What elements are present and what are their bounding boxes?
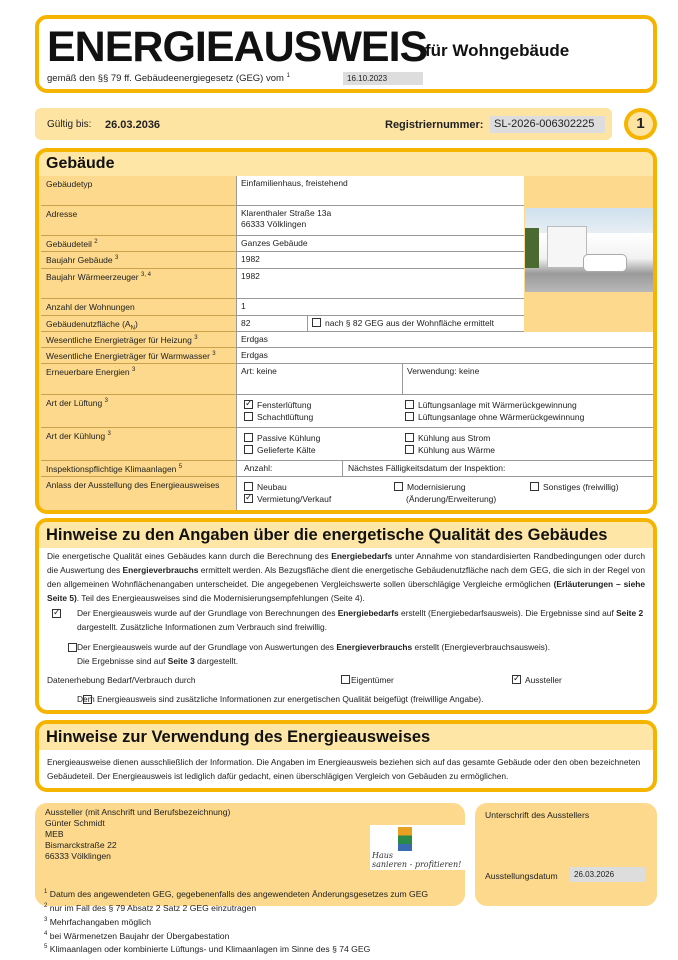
logo-house-icon	[398, 827, 412, 851]
house-shape	[547, 226, 587, 268]
text: unter Annahme von standardisierten Randbedingungen oder durch die Auswertung des	[47, 551, 646, 575]
value-text: Erdgas	[241, 350, 268, 360]
label-text: Wesentliche Energieträger für Heizung	[46, 335, 192, 345]
building-section	[35, 148, 657, 514]
text: Die energetische Qualität eines Gebäudes kann durch die Berechnung des	[47, 551, 332, 561]
footnote-ref: 3	[107, 431, 111, 438]
option-label: Lüftungsanlage mit Wärmerückgewinnung	[418, 400, 577, 410]
issue-date-field: 26.03.2026	[570, 867, 645, 882]
option-label: Neubau	[257, 482, 287, 492]
owner-checkbox[interactable]	[341, 675, 350, 684]
footnote	[44, 941, 428, 955]
footnotes	[44, 886, 428, 955]
building-row-value[interactable]	[236, 332, 653, 348]
label-sub: N	[130, 325, 135, 332]
building-row-label	[41, 428, 236, 461]
option-label: Fensterlüftung	[257, 400, 312, 410]
page-number-badge: 1	[624, 108, 657, 140]
option-label: Passive Kühlung	[257, 433, 321, 443]
building-row-label	[41, 269, 236, 299]
valid-until-label: Gültig bis:	[47, 119, 92, 130]
building-row-value[interactable]	[236, 206, 524, 236]
text: erstellt (Energiebedarfsausweis). Die Ergebnisse sind auf	[398, 608, 617, 618]
building-row-label	[41, 461, 236, 477]
checkbox[interactable]	[394, 482, 403, 491]
usage-section	[35, 720, 657, 792]
text: ermittelt werden. Als Bezugsfläche dient die energetische Gebäudenutzfläche nach dem GEG, die sich in der Regel von den allgemeinen Wohnflächenangaben unterscheidet. Die angegebenen Vergleichswerte sollen überschlägige Vergleiche ermöglichen	[47, 565, 645, 589]
car-shape	[583, 254, 627, 272]
value-text: 82	[241, 318, 251, 328]
footnote-number: 2	[44, 902, 48, 909]
law-date-field: 16.10.2023	[343, 72, 423, 85]
footnote-number: 4	[44, 930, 48, 937]
quality-section	[35, 518, 657, 714]
law-text-label: gemäß den §§ 79 ff. Gebäudeenergiegesetz (GEG) vom	[47, 73, 284, 85]
option-label: nach § 82 GEG aus der Wohnfläche ermittelt	[325, 318, 494, 328]
option-label: Kühlung aus Strom	[418, 433, 491, 443]
value-text: Anzahl:	[244, 463, 273, 473]
registration-label: Registriernummer:	[385, 119, 484, 131]
footnote-ref: 3	[104, 398, 108, 405]
checkbox[interactable]	[244, 445, 253, 454]
signature-box	[475, 803, 657, 906]
option-label: Modernisierung	[407, 482, 466, 492]
footnote	[44, 900, 428, 914]
checkbox-option[interactable]	[405, 412, 584, 423]
document-subtitle: für Wohngebäude	[425, 41, 570, 60]
checkbox[interactable]	[244, 433, 253, 442]
label-text: Erneuerbare Energien	[46, 367, 130, 377]
checkbox[interactable]	[244, 412, 253, 421]
label-text: Art der Lüftung	[46, 398, 103, 408]
checkbox[interactable]	[405, 412, 414, 421]
footnote-text: Mehrfachangaben möglich	[49, 916, 152, 927]
footnote-text: Klimaanlagen oder kombinierte Lüftungs- und Klimaanlagen im Sinne des § 74 GEG	[49, 944, 371, 955]
footnote-ref: 3	[132, 367, 136, 374]
label-text: Adresse	[46, 209, 78, 219]
law-text	[47, 73, 290, 84]
text-bold: Energiebedarfs	[337, 608, 399, 618]
checkbox-option[interactable]	[405, 400, 577, 411]
building-row-value[interactable]	[236, 176, 524, 206]
footnote-text: bei Wärmenetzen Baujahr der Übergabestation	[49, 930, 230, 941]
issuer-title: MEB	[45, 829, 64, 839]
issuer-name: Günter Schmidt	[45, 818, 105, 828]
value-text-2: 66333 Völklingen	[241, 219, 307, 229]
label-text: Anzahl der Wohnungen	[46, 302, 135, 312]
option-label: Schachtlüftung	[257, 412, 314, 422]
area-option[interactable]	[307, 316, 498, 331]
building-row-value[interactable]	[236, 252, 524, 269]
registration-number: SL-2026-006302225	[490, 116, 605, 133]
checkbox-option[interactable]	[244, 400, 311, 411]
building-row-label	[41, 364, 236, 395]
issuer-city: 66333 Völklingen	[45, 851, 111, 861]
logo-text: Haus sanieren - profitieren!	[372, 851, 462, 869]
company-logo	[370, 825, 465, 870]
text: Die Ergebnisse sind auf	[77, 656, 168, 666]
footnote-ref: 3	[115, 255, 119, 262]
footnote-text: Datum des angewendeten GEG, gegebenenfalls des angewendeten Änderungsgesetzes zum GEG	[49, 888, 429, 899]
issuer-address	[45, 818, 117, 862]
value-text-2: Nächstes Fälligkeitsdatum der Inspektion:	[342, 461, 510, 476]
signature-label: Unterschrift des Ausstellers	[485, 810, 590, 820]
issuer-street: Bismarckstraße 22	[45, 840, 117, 850]
footnote-number: 5	[44, 944, 48, 951]
footnote-ref: 5	[178, 464, 183, 471]
text-bold: Energieverbrauchs	[122, 565, 199, 575]
footnote-ref: 3	[212, 351, 216, 358]
label-text: Art der Kühlung	[46, 431, 106, 441]
option-label: Lüftungsanlage ohne Wärmerückgewinnung	[418, 412, 585, 422]
building-row-label	[41, 395, 236, 428]
text: Der Energieausweis wurde auf der Grundlage von Berechnungen des	[77, 608, 338, 618]
text-bold: Seite 2	[616, 608, 644, 618]
value-text-2: Verwendung: keine	[402, 364, 483, 394]
option-label: (Änderung/Erweiterung)	[406, 494, 497, 504]
option-label: Vermietung/Verkauf	[257, 494, 332, 504]
value-text: Erdgas	[241, 334, 268, 344]
quality-intro	[47, 549, 645, 605]
building-row-label	[41, 299, 236, 316]
building-row-value[interactable]	[236, 364, 653, 395]
text-bold: Energiebedarfs	[331, 551, 393, 561]
checkbox[interactable]	[312, 318, 321, 327]
footnote-number: 1	[44, 889, 48, 895]
extra-info-text: Dem Energieausweis sind zusätzliche Informationen zur energetischen Qualität beigefügt (freiwillige Angabe).	[77, 694, 484, 704]
usage-text: Energieausweise dienen ausschließlich der Information. Die Angaben im Energieausweis beziehen sich auf das gesamte Gebäude oder den oben bezeichneten Gebäudeteil. Der Energieausweis ist lediglich dafür gedacht, einen überschlägigen Vergleich von Gebäuden zu ermöglichen.	[47, 757, 641, 781]
building-row-value[interactable]	[236, 477, 653, 511]
checkbox[interactable]	[244, 494, 253, 503]
owner-label: Eigentümer	[351, 675, 394, 685]
building-row-value[interactable]	[236, 316, 524, 332]
label-text: Baujahr Wärmeerzeuger	[46, 272, 139, 282]
checkbox-option[interactable]	[405, 445, 495, 456]
title-box	[35, 15, 657, 93]
label-text: Gebäudenutzfläche (A	[46, 319, 131, 329]
building-photo	[525, 208, 653, 292]
building-row-value[interactable]	[236, 428, 653, 461]
label-text: Wesentliche Energieträger für Warmwasser	[46, 351, 210, 361]
building-heading: Gebäude	[39, 152, 653, 176]
footnote	[44, 886, 428, 900]
building-row-value[interactable]	[236, 236, 524, 252]
issuer-option[interactable]	[512, 675, 562, 685]
building-row-label	[41, 348, 236, 364]
label-text: Anlass der Ausstellung des Energieausweises	[46, 480, 220, 490]
valid-until-date: 26.03.2036	[105, 119, 161, 131]
building-row-label	[41, 252, 236, 269]
building-row-value[interactable]	[236, 269, 524, 299]
consumption-certificate-checkbox[interactable]	[68, 643, 77, 652]
value-text: Einfamilienhaus, freistehend	[241, 178, 348, 188]
value-text: Ganzes Gebäude	[241, 238, 308, 248]
label-text: Baujahr Gebäude	[46, 255, 113, 265]
footnote-ref: 3	[194, 335, 198, 342]
checkbox[interactable]	[405, 400, 414, 409]
building-row-value[interactable]	[236, 461, 653, 477]
checkbox-option[interactable]	[244, 445, 316, 456]
value-text: 1982	[241, 271, 260, 281]
demand-certificate-text	[77, 606, 647, 634]
footnote-ref: 1	[286, 73, 290, 79]
building-row-label	[41, 176, 236, 206]
option-label: Gelieferte Kälte	[257, 445, 316, 455]
building-row-label	[41, 316, 236, 332]
checkbox-option[interactable]	[244, 433, 320, 444]
label-text: Gebäudetyp	[46, 179, 93, 189]
label-text: Gebäudeteil	[46, 239, 92, 249]
demand-certificate-checkbox[interactable]	[52, 609, 61, 618]
text: erstellt (Energieverbrauchsausweis).	[412, 642, 550, 652]
issuer-label: Aussteller	[525, 675, 562, 685]
checkbox[interactable]	[530, 482, 539, 491]
footnote-text: nur im Fall des § 79 Absatz 2 Satz 2 GEG einzutragen	[49, 902, 257, 913]
checkbox-option[interactable]	[530, 482, 619, 493]
footnote-number: 3	[44, 916, 48, 923]
checkbox[interactable]	[405, 445, 414, 454]
checkbox[interactable]	[405, 433, 414, 442]
text: Der Energieausweis wurde auf der Grundlage von Auswertungen des	[77, 642, 337, 652]
footnote	[44, 914, 428, 928]
text: . Teil des Energieausweises sind die Modernisierungsempfehlungen (Seite 4).	[76, 593, 365, 603]
text: dargestellt. Zusätzliche Informationen zum Verbrauch sind freiwillig.	[77, 622, 327, 632]
quality-heading: Hinweise zu den Angaben über die energetische Qualität des Gebäudes	[39, 522, 653, 548]
footnote-ref: 2	[94, 239, 98, 246]
value-text: Art: keine	[241, 366, 277, 376]
label-text: Inspektionspflichtige Klimaanlagen	[46, 464, 177, 474]
value-text: 1982	[241, 254, 260, 264]
usage-heading: Hinweise zur Verwendung des Energieausweises	[39, 724, 653, 750]
validity-bar	[35, 108, 612, 140]
issuer-label: Aussteller (mit Anschrift und Berufsbezeichnung)	[45, 807, 231, 817]
building-row-label	[41, 477, 236, 511]
building-row-value[interactable]	[236, 395, 653, 428]
footnote-ref: 3, 4	[140, 272, 151, 279]
checkbox[interactable]	[244, 482, 253, 491]
label-end: )	[134, 319, 138, 329]
checkbox-option[interactable]	[405, 433, 490, 444]
building-row-label	[41, 332, 236, 348]
text-bold: Seite 3	[167, 656, 195, 666]
checkbox-option[interactable]	[244, 494, 331, 505]
tree-shape	[525, 228, 539, 268]
data-collection-label: Datenerhebung Bedarf/Verbrauch durch	[47, 675, 196, 685]
value-text: Klarenthaler Straße 13a	[241, 208, 332, 218]
text-bold: Energieverbrauchs	[336, 642, 413, 652]
building-row-label	[41, 206, 236, 236]
footnote	[44, 928, 428, 942]
option-label: Kühlung aus Wärme	[418, 445, 496, 455]
building-row-value[interactable]	[236, 299, 524, 316]
document-title: ENERGIEAUSWEIS	[47, 23, 428, 71]
building-row-label	[41, 236, 236, 252]
owner-option[interactable]	[341, 675, 394, 685]
checkbox-option[interactable]	[244, 412, 313, 423]
text: dargestellt.	[194, 656, 239, 666]
issue-date-label: Ausstellungsdatum	[485, 871, 558, 881]
checkbox-option[interactable]	[394, 482, 466, 493]
checkbox[interactable]	[244, 400, 253, 409]
text-bold: (Erläuterungen – siehe Seite 5)	[47, 579, 645, 603]
value-text: 1	[241, 301, 246, 311]
issuer-checkbox[interactable]	[512, 675, 521, 684]
consumption-certificate-text	[77, 640, 647, 668]
building-row-value[interactable]	[236, 348, 653, 364]
option-label: Sonstiges (freiwillig)	[543, 482, 619, 492]
